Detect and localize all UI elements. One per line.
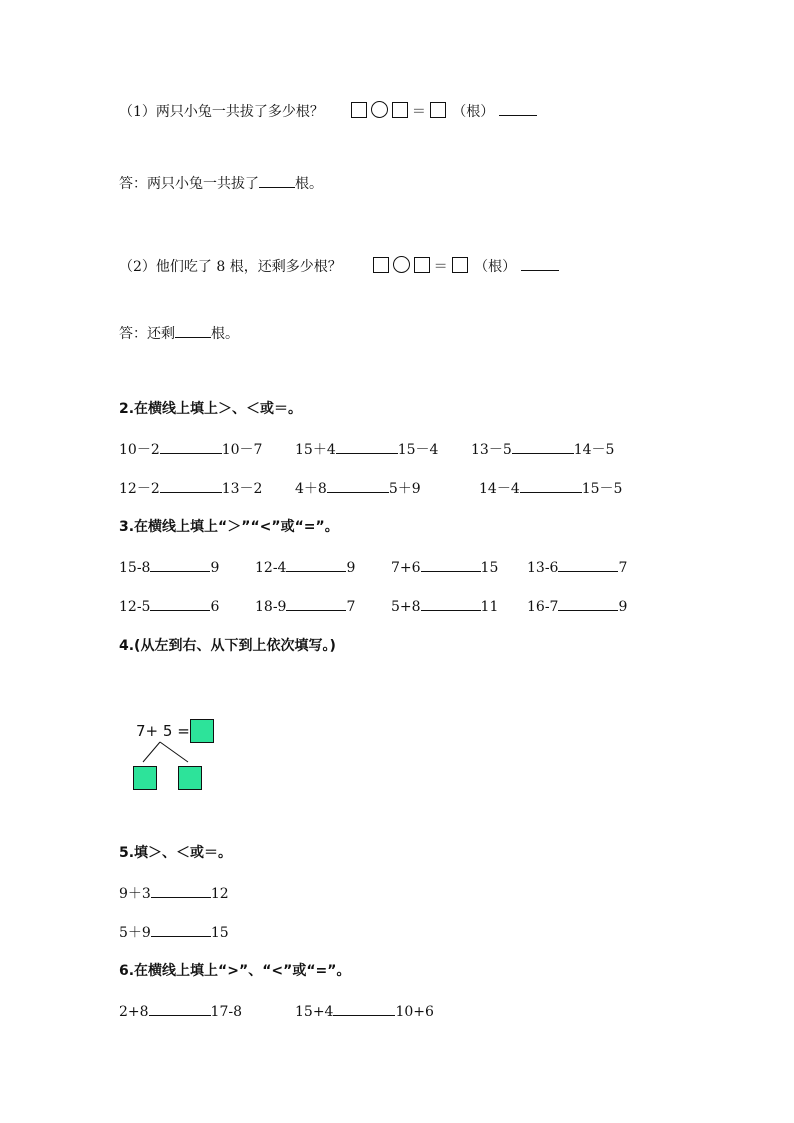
q2-item	[119, 478, 262, 499]
expr-left: 18-9	[255, 599, 287, 615]
expr-right: 10+6	[395, 1004, 434, 1020]
expr-right: 13－2	[221, 481, 263, 497]
expr-left: 15＋4	[295, 442, 336, 458]
answer-blank[interactable]	[150, 557, 210, 572]
q2-item	[295, 478, 421, 499]
answer-blank[interactable]	[558, 596, 618, 611]
expr-left: 13-6	[527, 560, 559, 576]
q5-title: 5.填＞、＜或＝。	[119, 845, 233, 861]
answer-blank[interactable]	[286, 557, 346, 572]
expr-left: 5+8	[391, 599, 421, 615]
q2-item	[471, 439, 614, 460]
q3-item	[391, 557, 498, 578]
equals-sign: ＝	[433, 259, 448, 275]
answer-blank[interactable]	[175, 323, 211, 338]
answer-blank[interactable]	[333, 1001, 395, 1016]
expr-right: 5＋9	[388, 481, 421, 497]
q1-part1	[119, 101, 537, 122]
expr-right: 7	[618, 560, 628, 576]
answer-blank[interactable]	[151, 883, 211, 898]
answer-blank[interactable]	[512, 439, 574, 454]
expr-right: 12	[210, 886, 229, 902]
answer-blank[interactable]	[336, 439, 398, 454]
expr-left: 5＋9	[119, 925, 151, 941]
answer-blank[interactable]	[499, 101, 537, 116]
expr-right: 7	[346, 599, 356, 615]
answer-square[interactable]	[351, 102, 367, 118]
q2-item	[295, 439, 438, 460]
q3-item	[527, 596, 627, 617]
expr-left: 12-4	[255, 560, 287, 576]
expr-left: 15+4	[295, 1004, 334, 1020]
expr-right: 15－5	[581, 481, 623, 497]
q2-title: 2.在横线上填上＞、＜或＝。	[119, 401, 303, 417]
q3-item	[391, 596, 498, 617]
answer-blank[interactable]	[160, 478, 222, 493]
answer-square[interactable]	[430, 102, 446, 118]
q4-equation: 7+ 5 =	[136, 722, 190, 740]
expr-right: 15	[480, 560, 499, 576]
answer-blank[interactable]	[150, 596, 210, 611]
expr-right: 17-8	[210, 1004, 242, 1020]
q1-answer2	[119, 323, 239, 344]
q5-item	[119, 883, 229, 904]
answer2-suffix: 根。	[211, 326, 239, 342]
expr-left: 12－2	[119, 481, 160, 497]
expr-right: 9	[618, 599, 628, 615]
answer-blank[interactable]	[151, 922, 211, 937]
expr-left: 16-7	[527, 599, 559, 615]
q1-part1-label: （1）两只小兔一共拔了多少根？	[119, 104, 324, 120]
answer-square[interactable]	[414, 257, 430, 273]
q3-title: 3.在横线上填上“＞”“<”或“=”。	[119, 519, 339, 535]
right-split-box[interactable]	[178, 766, 202, 790]
answer2-prefix: 答：还剩	[119, 326, 175, 342]
answer-blank[interactable]	[259, 173, 295, 188]
expr-left: 2+8	[119, 1004, 149, 1020]
q1-part2	[119, 256, 559, 277]
expr-left: 15-8	[119, 560, 151, 576]
left-split-box[interactable]	[133, 766, 157, 790]
answer-blank[interactable]	[327, 478, 389, 493]
q1-part2-label: （2）他们吃了 8 根，还剩多少根？	[119, 259, 342, 275]
operator-circle[interactable]	[371, 101, 388, 118]
q3-item	[527, 557, 627, 578]
expr-left: 13－5	[471, 442, 512, 458]
q3-item	[119, 596, 219, 617]
answer-blank[interactable]	[558, 557, 618, 572]
operator-circle[interactable]	[393, 256, 410, 273]
q5-item	[119, 922, 229, 943]
answer1-suffix: 根。	[295, 176, 323, 192]
q4-title: 4.(从左到右、从下到上依次填写。)	[119, 638, 336, 654]
expr-right: 9	[210, 560, 220, 576]
expr-right: 15－4	[397, 442, 439, 458]
expr-left: 12-5	[119, 599, 151, 615]
equals-sign: ＝	[411, 104, 426, 120]
expr-right: 9	[346, 560, 356, 576]
answer1-prefix: 答：两只小兔一共拔了	[119, 176, 259, 192]
answer-blank[interactable]	[520, 478, 582, 493]
q2-item	[479, 478, 622, 499]
expr-right: 10－7	[221, 442, 263, 458]
expr-right: 6	[210, 599, 220, 615]
q1-answer1	[119, 173, 323, 194]
answer-blank[interactable]	[521, 256, 559, 271]
q6-item	[119, 1001, 242, 1022]
expr-left: 10－2	[119, 442, 160, 458]
q6-item	[295, 1001, 434, 1022]
answer-blank[interactable]	[160, 439, 222, 454]
answer-blank[interactable]	[149, 1001, 211, 1016]
answer-square[interactable]	[392, 102, 408, 118]
expr-left: 9＋3	[119, 886, 151, 902]
expr-left: 4＋8	[295, 481, 327, 497]
expr-left: 14－4	[479, 481, 520, 497]
expr-right: 11	[480, 599, 499, 615]
q3-item	[255, 596, 355, 617]
expr-left: 7+6	[391, 560, 421, 576]
q1-part2-unit: （根）	[474, 259, 517, 275]
answer-blank[interactable]	[421, 596, 481, 611]
answer-square[interactable]	[373, 257, 389, 273]
q3-item	[119, 557, 219, 578]
q3-item	[255, 557, 355, 578]
q6-title: 6.在横线上填上“>”、“<”或“=”。	[119, 963, 351, 979]
q1-part1-unit: （根）	[452, 104, 495, 120]
expr-right: 15	[210, 925, 229, 941]
q2-item	[119, 439, 262, 460]
answer-blank[interactable]	[421, 557, 481, 572]
expr-right: 14－5	[573, 442, 615, 458]
answer-blank[interactable]	[286, 596, 346, 611]
answer-square[interactable]	[452, 257, 468, 273]
